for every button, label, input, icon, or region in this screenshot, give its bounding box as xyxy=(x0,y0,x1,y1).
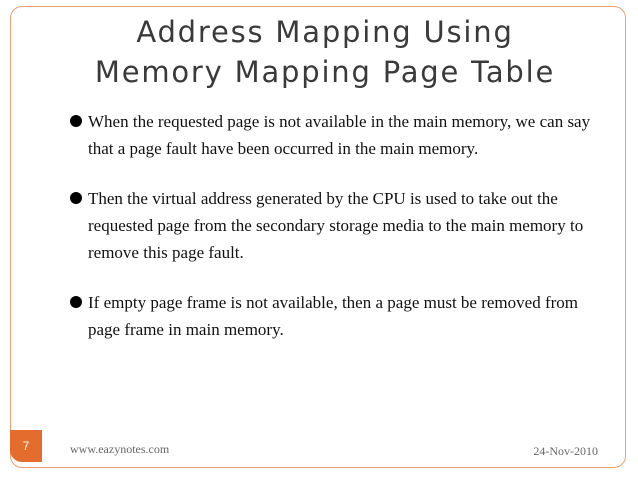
bullet-text: When the requested page is not available in the main memory, we can say that a page fault have been occurred in the main memory. xyxy=(88,112,591,158)
bullet-item xyxy=(70,289,610,343)
slide-title xyxy=(40,12,610,92)
bullet-dot-icon xyxy=(70,115,82,127)
footer-url: www.eazynotes.com xyxy=(70,442,170,456)
title-line-2: Memory Mapping Page Table xyxy=(94,55,556,89)
bullet-text: Then the virtual address generated by the CPU is used to take out the requested page from the secondary storage media to the main memory to remove this page fault. xyxy=(88,189,584,262)
bullet-item xyxy=(70,185,610,266)
bullet-dot-icon xyxy=(70,192,82,204)
bullet-item xyxy=(70,108,610,162)
footer-date: 24-Nov-2010 xyxy=(533,444,598,458)
bullet-list xyxy=(70,108,610,366)
slide-number-badge xyxy=(10,430,42,462)
title-line-1: Address Mapping Using xyxy=(136,15,514,49)
bullet-dot-icon xyxy=(70,296,82,308)
bullet-text: If empty page frame is not available, then a page must be removed from page frame in main memory. xyxy=(88,293,578,339)
slide-number: 7 xyxy=(22,439,30,453)
